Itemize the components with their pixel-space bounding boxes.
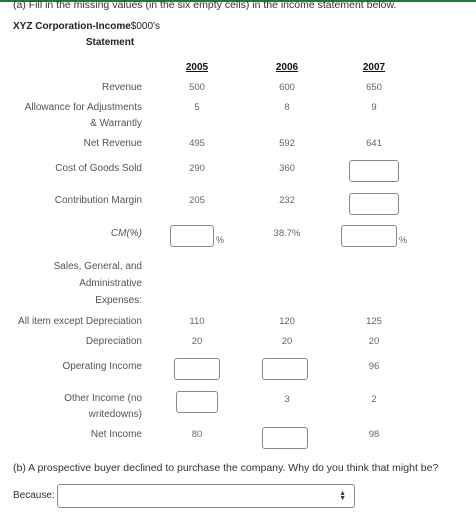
cm-pct-2006: 38.7% (273, 228, 301, 239)
other-income-2007: 2 (371, 394, 377, 405)
year-header-2005: 2005 (185, 62, 209, 73)
instruction-part-b: (b) A prospective buyer declined to purchase the company. Why do you think that might be? (13, 462, 439, 474)
instruction-part-a: (a) Fill in the missing values (in the six empty cells) in the income statement below. (13, 0, 397, 11)
depreciation-2007: 20 (368, 336, 380, 347)
revenue-2005: 500 (189, 82, 205, 93)
allowance-2006: 8 (284, 102, 290, 113)
net-revenue-2005: 495 (189, 138, 205, 149)
operating-income-2007: 96 (368, 361, 380, 372)
statement-label: Statement (85, 37, 135, 48)
depreciation-2005: 20 (191, 336, 203, 347)
sga-label-line3: Expenses: (95, 295, 142, 306)
operating-income-2005-input[interactable] (174, 358, 220, 380)
year-header-2006: 2006 (275, 62, 299, 73)
cm-pct-2007-input[interactable] (341, 225, 397, 247)
sga-label-line1: Sales, General, and (53, 261, 142, 272)
cm-pct-2005-input[interactable] (170, 225, 214, 247)
dropdown-arrows-icon: ▲ ▼ (339, 490, 346, 502)
row-label-net-income: Net Income (90, 429, 142, 440)
row-label-all-except-depreciation: All item except Depreciation (18, 316, 142, 327)
cm-pct-2005-percent: % (216, 235, 225, 245)
row-label-allowance (12, 100, 142, 132)
other-income-label-line2: writedowns) (88, 409, 142, 420)
contribution-margin-2007-input[interactable] (349, 193, 399, 215)
operating-income-2006-input[interactable] (262, 358, 308, 380)
allowance-label-line1: Allowance for Adjustments (24, 102, 142, 113)
allowance-2005: 5 (194, 102, 200, 113)
cogs-2005: 290 (189, 163, 205, 174)
row-label-sga (12, 258, 142, 309)
revenue-2006: 600 (279, 82, 295, 93)
row-label-revenue: Revenue (101, 82, 142, 93)
because-dropdown[interactable] (57, 484, 355, 508)
cm-pct-2007-percent: % (399, 235, 408, 245)
statement-title (13, 19, 203, 51)
other-income-label-line1: Other Income (no (64, 393, 142, 404)
other-income-2005-input[interactable] (176, 391, 218, 413)
contribution-margin-2006: 232 (279, 195, 295, 206)
all-except-dep-2006: 120 (279, 316, 295, 327)
units-label: $000's (130, 21, 160, 32)
row-label-other-income (12, 391, 142, 423)
cogs-2006: 360 (279, 163, 295, 174)
cogs-2007-input[interactable] (349, 160, 399, 182)
sga-label-line2: Administrative (79, 278, 142, 289)
row-label-cm-pct: CM(%) (110, 228, 142, 239)
company-title: XYZ Corporation-Income (13, 21, 131, 32)
net-revenue-2006: 592 (279, 138, 295, 149)
net-revenue-2007: 641 (366, 138, 382, 149)
row-label-contribution-margin: Contribution Margin (54, 195, 142, 206)
depreciation-2006: 20 (281, 336, 293, 347)
allowance-2007: 9 (371, 102, 377, 113)
other-income-2006: 3 (284, 394, 290, 405)
all-except-dep-2005: 110 (189, 316, 205, 327)
contribution-margin-2005: 205 (189, 195, 205, 206)
row-label-depreciation: Depreciation (85, 336, 142, 347)
net-income-2006-input[interactable] (262, 427, 308, 449)
net-income-2007: 98 (368, 429, 380, 440)
allowance-label-line2: & Warrantly (90, 118, 142, 129)
row-label-net-revenue: Net Revenue (83, 138, 142, 149)
row-label-operating-income: Operating Income (62, 361, 142, 372)
year-header-2007: 2007 (362, 62, 386, 73)
all-except-dep-2007: 125 (366, 316, 382, 327)
net-income-2005: 80 (191, 429, 203, 440)
row-label-cogs: Cost of Goods Sold (55, 163, 142, 174)
revenue-2007: 650 (366, 82, 382, 93)
because-label: Because: (13, 490, 55, 501)
